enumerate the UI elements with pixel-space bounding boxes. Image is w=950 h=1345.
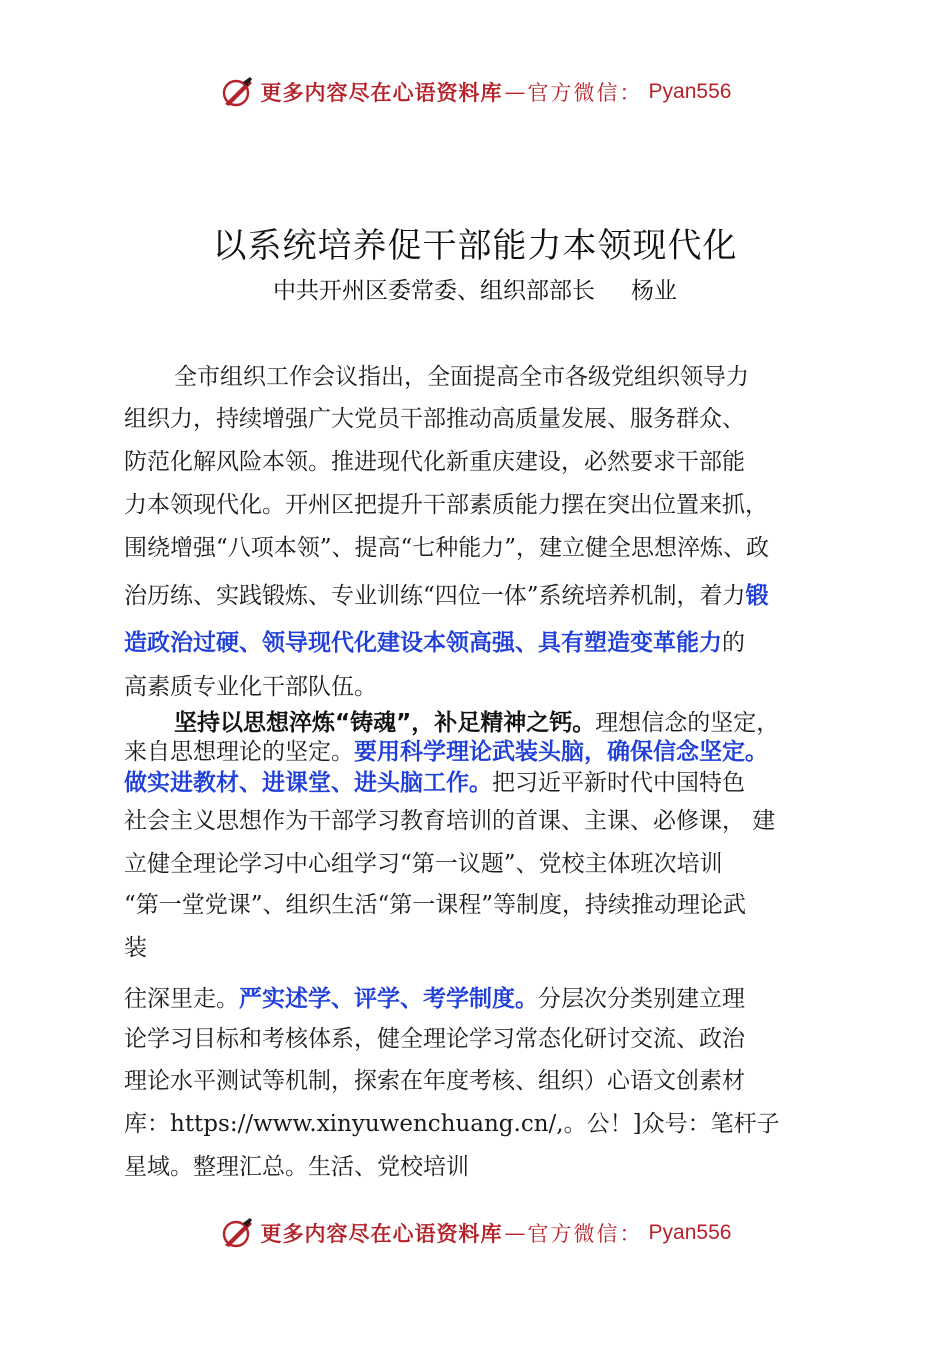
banner-text: 更多内容尽在心语资料库	[260, 80, 503, 105]
body-text: 论学习目标和考核体系，健全理论学习常态化研讨交流、政治	[124, 1026, 745, 1052]
body-text: 理想信念的坚定，	[595, 710, 780, 736]
header-banner	[0, 72, 950, 112]
body-line	[124, 358, 882, 391]
body-text: 力本领现代化。开州区把提升干部素质能力摆在突出位置来抓，	[124, 492, 768, 518]
body-line	[124, 486, 832, 519]
body-text: 全市组织工作会议指出，全面提高全市各级党组织领导力	[174, 364, 749, 390]
body-text: 高素质专业化干部队伍。	[124, 674, 377, 700]
banner-wechat-id: Pyan556	[648, 1221, 732, 1244]
emphasis-text: 锻	[745, 583, 769, 609]
body-text: 分层次分类别建立理	[538, 986, 745, 1012]
article-byline	[0, 272, 950, 305]
body-text: 把习近平新时代中国特色	[492, 770, 745, 796]
body-line	[124, 764, 832, 797]
emphasis-text: 坚持以思想淬炼“铸魂”，补足精神之钙。	[174, 710, 596, 736]
body-text: 防范化解风险本领。推进现代化新重庆建设，必然要求干部能	[124, 449, 745, 475]
banner-wechat-id: Pyan556	[648, 80, 732, 103]
body-line	[124, 1105, 832, 1138]
banner-text: 更多内容尽在心语资料库	[260, 1221, 503, 1246]
body-text: 装	[124, 935, 147, 961]
author-name: 杨业	[631, 278, 677, 304]
body-line	[124, 1148, 832, 1181]
body-text: 围绕增强“八项本领”、提高“七种能力”，建立健全思想淬炼、政	[124, 535, 770, 561]
body-text: 星域。整理汇总。生活、党校培训	[124, 1154, 469, 1180]
body-line	[124, 624, 832, 657]
banner-wechat-label: 官方微信：	[527, 1222, 643, 1246]
body-line	[124, 1020, 832, 1053]
body-line	[124, 929, 832, 962]
pen-logo-icon	[219, 1215, 255, 1251]
body-text: 组织力，持续增强广大党员干部推动高质量发展、服务群众、	[124, 406, 745, 432]
body-line	[124, 400, 832, 433]
emphasis-text: 造政治过硬、领导现代化建设本领高强、具有塑造变革能力	[124, 630, 722, 656]
body-line	[124, 577, 832, 610]
emphasis-text: 严实述学、评学、考学制度。	[239, 986, 538, 1012]
body-text: 库：https://www.xinyuwenchuang.cn/,。公！]众号：笔杆子	[124, 1111, 780, 1137]
emphasis-text: 做实进教材、进课堂、进头脑工作。	[124, 770, 492, 796]
emphasis-text: 要用科学理论武装头脑，确保信念坚定。	[354, 739, 768, 765]
body-text: 来自思想理论的坚定。	[124, 739, 354, 765]
banner-wechat-label: 官方微信：	[527, 81, 643, 105]
body-text: 治历练、实践锻炼、专业训练“四位一体”系统培养机制，着力	[124, 583, 746, 609]
body-text: 的	[722, 630, 745, 656]
footer-banner	[0, 1213, 950, 1253]
body-line	[124, 1062, 832, 1095]
banner-dash: —	[504, 1221, 526, 1245]
body-line	[124, 733, 832, 766]
body-line	[124, 845, 832, 878]
body-text: 往深里走。	[124, 986, 239, 1012]
body-line	[124, 802, 832, 835]
body-line	[124, 980, 832, 1013]
body-line	[124, 668, 832, 701]
body-line	[124, 886, 832, 919]
pen-logo-icon	[219, 74, 255, 110]
banner-dash: —	[504, 80, 526, 104]
body-text: 理论水平测试等机制，探索在年度考核、组织）心语文创素材	[124, 1068, 745, 1094]
author-role: 中共开州区委常委、组织部部长	[273, 278, 595, 304]
article-title: 以系统培养促干部能力本领现代化	[212, 226, 738, 266]
body-text: “第一堂党课”、组织生活“第一课程”等制度，持续推动理论武	[124, 892, 747, 918]
body-text: 社会主义思想作为干部学习教育培训的首课、主课、必修课， 建	[124, 808, 776, 834]
body-text: 立健全理论学习中心组学习“第一议题”、党校主体班次培训	[124, 851, 723, 877]
body-line	[124, 529, 832, 562]
body-line	[124, 443, 832, 476]
